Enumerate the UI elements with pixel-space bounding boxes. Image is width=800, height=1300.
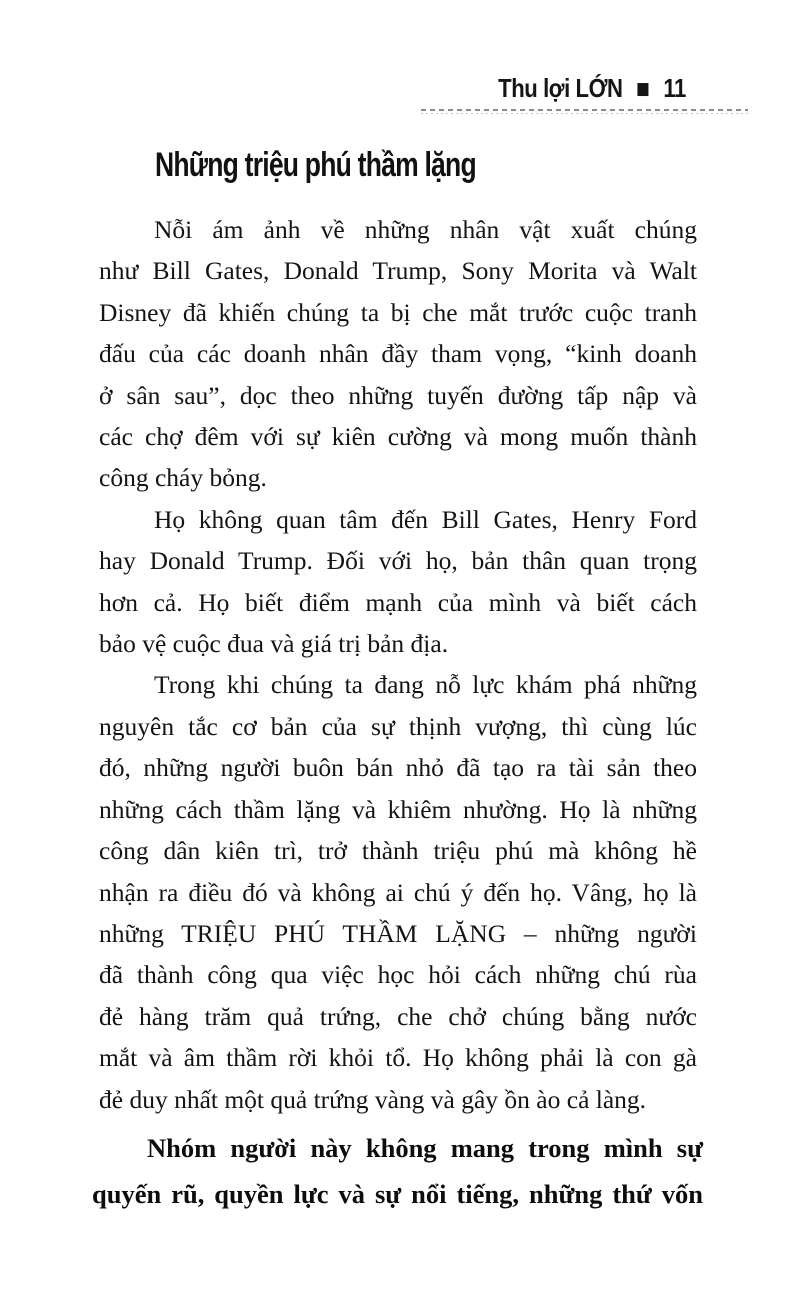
text-line: đẻ hàng trăm quả trứng, che chở chúng bằng nước xyxy=(99,1001,697,1031)
paragraph xyxy=(92,1125,703,1217)
text-line: Họ không quan tâm đến Bill Gates, Henry Ford xyxy=(154,504,697,534)
text-line: công cháy bỏng. xyxy=(99,463,267,493)
running-header-title: Thu lợi LỚN xyxy=(498,73,623,103)
text-line: Trong khi chúng ta đang nỗ lực khám phá những xyxy=(154,670,697,700)
text-line: đó, những người buôn bán nhỏ đã tạo ra tài sản theo xyxy=(99,753,697,783)
text-line: như Bill Gates, Donald Trump, Sony Morita và Walt xyxy=(99,256,697,286)
text-line: hơn cả. Họ biết điểm mạnh của mình và biết cách xyxy=(99,587,697,617)
page-number: 11 xyxy=(663,73,686,103)
body-text xyxy=(92,209,703,1217)
text-line: những cách thầm lặng và khiêm nhường. Họ là những xyxy=(99,794,697,824)
text-line: quyến rũ, quyền lực và sự nổi tiếng, những thứ vốn xyxy=(92,1178,703,1209)
divider-dashed-line xyxy=(421,109,748,111)
text-line: ở sân sau”, dọc theo những tuyến đường tấp nập và xyxy=(99,380,697,410)
running-header xyxy=(498,73,686,104)
text-line: Disney đã khiến chúng ta bị che mắt trước cuộc tranh xyxy=(99,297,697,327)
text-line: công dân kiên trì, trở thành triệu phú mà không hề xyxy=(99,836,697,866)
text-line: đấu của các doanh nhân đầy tham vọng, “kinh doanh xyxy=(99,339,697,369)
text-line: Nỗi ám ảnh về những nhân vật xuất chúng xyxy=(154,215,697,244)
section-heading: Những triệu phú thầm lặng xyxy=(155,146,476,184)
paragraph xyxy=(99,664,697,1119)
text-line: các chợ đêm với sự kiên cường và mong muốn thành xyxy=(99,422,697,452)
text-line: những TRIỆU PHÚ THẦM LẶNG – những người xyxy=(99,918,697,948)
text-line: đã thành công qua việc học hỏi cách những chú rùa xyxy=(99,960,697,990)
square-bullet-icon: ■ xyxy=(636,79,650,99)
text-line: Nhóm người này không mang trong mình sự xyxy=(147,1132,703,1163)
text-line: nhận ra điều đó và không ai chú ý đến họ. Vâng, họ là xyxy=(99,877,697,907)
divider-dotted-line xyxy=(421,113,748,114)
text-line: đẻ duy nhất một quả trứng vàng và gây ồn ào cả làng. xyxy=(99,1084,647,1114)
header-divider xyxy=(421,109,748,114)
paragraph xyxy=(99,499,697,665)
text-line: bảo vệ cuộc đua và giá trị bản địa. xyxy=(99,629,449,659)
text-line: mắt và âm thầm rời khỏi tổ. Họ không phải là con gà xyxy=(99,1043,697,1073)
text-line: nguyên tắc cơ bản của sự thịnh vượng, thì cùng lúc xyxy=(99,711,697,741)
text-line: hay Donald Trump. Đối với họ, bản thân quan trọng xyxy=(99,546,697,576)
paragraph xyxy=(99,209,697,499)
